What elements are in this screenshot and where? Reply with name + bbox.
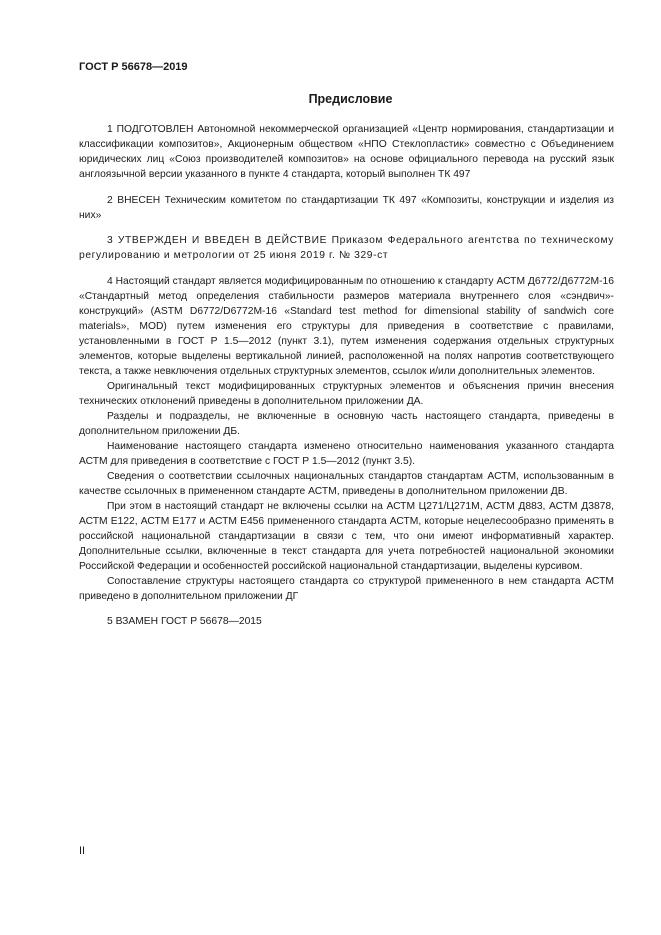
- paragraph-introduced: 2 ВНЕСЕН Техническим комитетом по стандартизации ТК 497 «Композиты, конструкции и изделия из них»: [79, 194, 614, 221]
- page-number: II: [79, 845, 86, 857]
- document-header: ГОСТ Р 56678—2019: [79, 61, 188, 73]
- paragraph-original-text: Оригинальный текст модифицированных структурных элементов и объяснения причин внесения технических отклонений приведены в дополнительном приложении ДА.: [79, 380, 614, 407]
- paragraph-sections: Разделы и подразделы, не включенные в основную часть настоящего стандарта, приведены в дополнительном приложении ДБ.: [79, 410, 614, 437]
- paragraph-structure-comparison: Сопоставление структуры настоящего стандарта со структурой примененного в нем стандарта АСТМ приведено в дополнительном приложении ДГ: [79, 575, 614, 602]
- paragraph-prepared: 1 ПОДГОТОВЛЕН Автономной некоммерческой организацией «Центр нормирования, стандартизации и классификации композитов», Акционерным обществом «НПО Стеклопластик» совместно с Объединением юридических лиц «Союз производителей композитов» на основе официального перевода на русский язык англоязычной версии указанного в пункте 4 стандарта, который выполнен ТК 497: [79, 124, 614, 180]
- paragraph-name-changed: Наименование настоящего стандарта изменено относительно наименования указанного стандарта АСТМ для приведения в соответствие с ГОСТ Р 1.5—2012 (пункт 3.5).: [79, 440, 614, 467]
- paragraph-excluded-references: При этом в настоящий стандарт не включены ссылки на АСТМ Ц271/Ц271М, АСТМ Д883, АСТМ Д3878, АСТМ Е122, АСТМ Е177 и АСТМ Е456 примененного стандарта АСТМ, которые нецелесообразно применять в российской национальной стандартизации в связи с тем, что они имеют информативный характер. Дополнительные ссылки, включенные в текст стандарта для учета потребностей национальной экономики Российской Федерации и особенностей российской национальной стандартизации, выделены курсивом.: [79, 500, 614, 572]
- section-title: Предисловие: [308, 92, 393, 106]
- paragraph-approved: 3 УТВЕРЖДЕН И ВВЕДЕН В ДЕЙСТВИЕ Приказом Федерального агентства по техническому регулированию и метрологии от 25 июня 2019 г. № 329-ст: [79, 235, 614, 261]
- paragraph-modified-standard: 4 Настоящий стандарт является модифицированным по отношению к стандарту АСТМ Д6772/Д6772М-16 «Стандартный метод определения стабильности размеров материала внутреннего слоя «сэндвич»-конструкций» (ASTM D6772/D6772M-16 «Standard test method for dimensional stability of sandwich core materials», MOD) путем изменения его структуры для приведения в соответствие с правилами, установленными в ГОСТ Р 1.5—2012 (пункт 3.1), путем изменения содержания отдельных структурных элементов, которые выделены вертикальной линией, расположенной на полях напротив соответствующего текста, а также невключения отдельных структурных элементов, ссылок и/или дополнительных элементов.: [79, 275, 614, 377]
- paragraph-references-info: Сведения о соответствии ссылочных национальных стандартов стандартам АСТМ, использованным в качестве ссылочных в примененном стандарте АСТМ, приведены в дополнительном приложении ДВ.: [79, 470, 614, 497]
- preface-body: [79, 122, 614, 629]
- paragraph-replaces: 5 ВЗАМЕН ГОСТ Р 56678—2015: [107, 616, 262, 627]
